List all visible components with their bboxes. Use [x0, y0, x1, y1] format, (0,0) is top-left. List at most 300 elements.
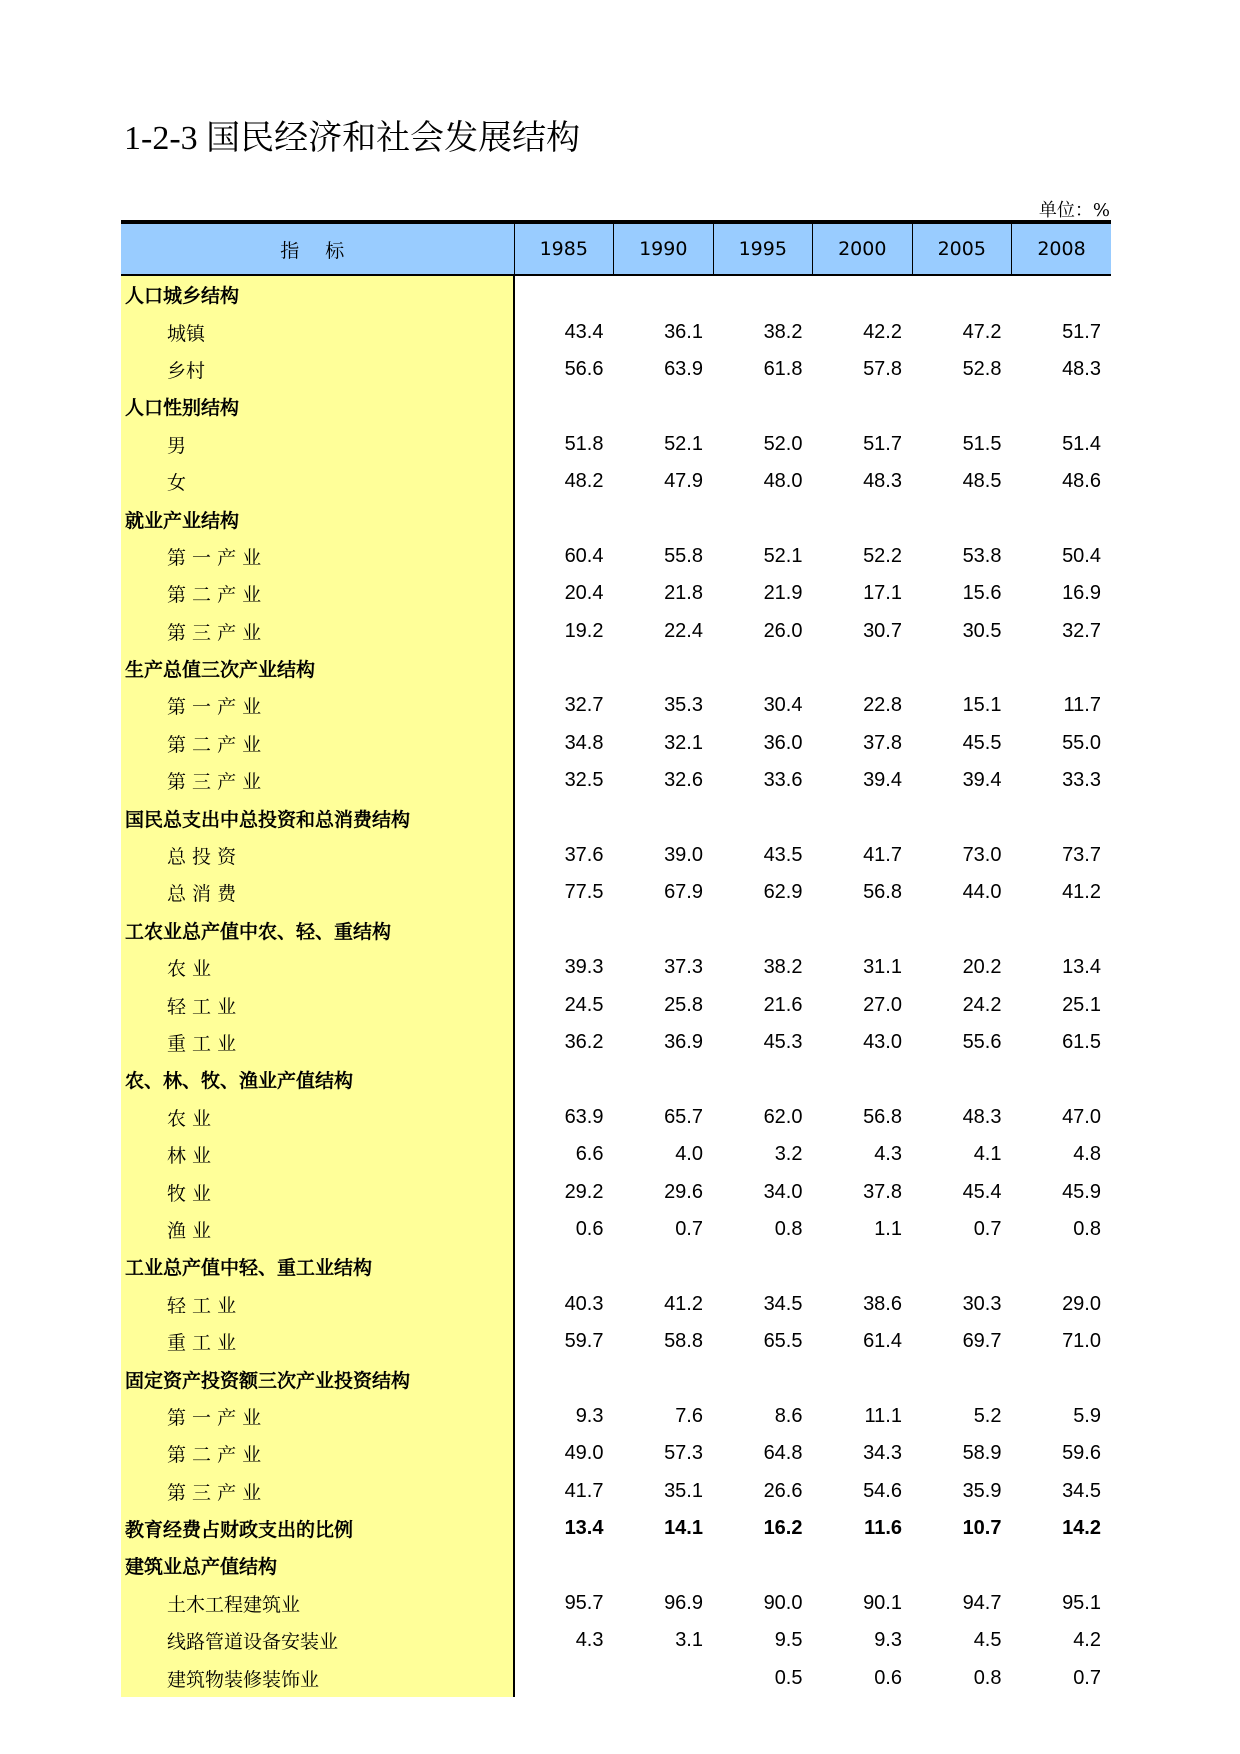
row-label: 工农业总产值中农、轻、重结构	[121, 912, 514, 949]
cell-value: 14.1	[664, 1517, 703, 1540]
cell-value: 4.2	[1073, 1629, 1101, 1652]
cell-value	[813, 650, 913, 687]
cell-value	[514, 275, 614, 313]
cell-value	[912, 1547, 1012, 1584]
cell-value: 15.1	[962, 694, 1002, 717]
cell-value: 51.7	[1062, 320, 1101, 343]
cell-value: 36.1	[664, 320, 703, 343]
table-row	[121, 762, 1111, 799]
cell-value: 48.6	[1062, 470, 1101, 493]
cell-value: 51.5	[962, 432, 1002, 455]
cell-value: 52.0	[763, 432, 803, 455]
table-row	[121, 426, 1111, 463]
cell-value	[912, 799, 1012, 836]
cell-value: 56.8	[863, 881, 902, 904]
cell-value: 0.6	[575, 1217, 604, 1240]
cell-value	[713, 650, 813, 687]
cell-value: 55.0	[1062, 731, 1101, 754]
cell-value: 37.8	[863, 731, 902, 754]
table-row	[121, 687, 1111, 724]
cell-value: 77.5	[564, 881, 604, 904]
cell-value: 32.7	[564, 694, 604, 717]
row-label: 第 三 产 业	[121, 1473, 514, 1510]
row-label: 第 二 产 业	[121, 1435, 514, 1472]
row-label: 国民总支出中总投资和总消费结构	[121, 799, 514, 836]
cell-value: 43.4	[564, 320, 604, 343]
cell-value: 39.3	[564, 956, 604, 979]
cell-value: 26.0	[763, 619, 803, 642]
table-row	[121, 949, 1111, 986]
cell-value: 7.6	[675, 1404, 703, 1427]
row-label: 第 三 产 业	[121, 762, 514, 799]
cell-value	[813, 1547, 913, 1584]
cell-value: 32.6	[664, 769, 703, 792]
cell-value: 67.9	[664, 881, 703, 904]
cell-value: 33.3	[1062, 769, 1101, 792]
row-label: 农、林、牧、渔业产值结构	[121, 1061, 514, 1098]
cell-value: 11.7	[1063, 694, 1101, 717]
cell-value	[514, 799, 614, 836]
cell-value	[912, 275, 1012, 313]
table-group-row	[121, 500, 1111, 537]
cell-value: 4.1	[973, 1143, 1002, 1166]
table-group-row	[121, 650, 1111, 687]
page-title: 1-2-3 国民经济和社会发展结构	[124, 120, 581, 157]
row-label: 生产总值三次产业结构	[121, 650, 514, 687]
cell-value: 45.9	[1062, 1180, 1101, 1203]
cell-value: 16.2	[763, 1517, 803, 1540]
cell-value: 34.3	[863, 1442, 902, 1465]
table-group-row	[121, 388, 1111, 425]
cell-value: 9.5	[774, 1629, 803, 1652]
row-label: 女	[121, 463, 514, 500]
row-label: 第 三 产 业	[121, 613, 514, 650]
table-row	[121, 1510, 1111, 1547]
cell-value: 4.3	[874, 1143, 902, 1166]
cell-value	[514, 1061, 614, 1098]
cell-value: 42.2	[863, 320, 902, 343]
cell-value: 5.9	[1073, 1404, 1101, 1427]
structure-table	[121, 220, 1111, 1697]
table-row	[121, 1099, 1111, 1136]
cell-value: 13.4	[1062, 956, 1101, 979]
cell-value	[813, 500, 913, 537]
table-row	[121, 1473, 1111, 1510]
row-label: 教育经费占财政支出的比例	[121, 1510, 514, 1547]
cell-value: 55.8	[664, 544, 703, 567]
cell-value: 4.0	[675, 1143, 703, 1166]
row-label: 工业总产值中轻、重工业结构	[121, 1248, 514, 1285]
cell-value: 43.0	[863, 1031, 902, 1053]
cell-value: 3.2	[774, 1143, 803, 1166]
cell-value	[813, 912, 913, 949]
unit-label: 单位：%	[1038, 200, 1110, 221]
cell-value	[912, 388, 1012, 425]
cell-value: 0.7	[675, 1217, 703, 1240]
cell-value: 90.1	[863, 1591, 902, 1614]
cell-value	[813, 275, 913, 313]
cell-value	[614, 388, 714, 425]
cell-value: 48.3	[962, 1105, 1002, 1128]
cell-value	[614, 1061, 714, 1098]
row-label: 人口城乡结构	[121, 275, 514, 313]
cell-value: 8.6	[774, 1404, 803, 1427]
table-row	[121, 1024, 1111, 1061]
cell-value: 65.5	[763, 1330, 803, 1353]
cell-value	[813, 388, 913, 425]
table-row	[121, 1435, 1111, 1472]
cell-value: 59.7	[564, 1330, 604, 1353]
cell-value: 37.6	[564, 844, 604, 867]
cell-value	[713, 1248, 813, 1285]
cell-value: 38.2	[763, 320, 803, 343]
cell-value: 25.8	[664, 993, 703, 1016]
cell-value	[614, 275, 714, 313]
row-label: 农 业	[121, 1099, 514, 1136]
cell-value	[713, 1360, 813, 1397]
cell-value: 96.9	[664, 1591, 703, 1614]
table-group-row	[121, 275, 1111, 313]
cell-value: 4.5	[973, 1629, 1002, 1652]
cell-value: 21.8	[664, 582, 703, 605]
cell-value	[514, 1659, 614, 1696]
cell-value: 27.0	[863, 993, 902, 1016]
cell-value: 56.8	[863, 1105, 902, 1128]
cell-value	[912, 1248, 1012, 1285]
cell-value	[713, 1547, 813, 1584]
table-row	[121, 538, 1111, 575]
cell-value	[813, 1248, 913, 1285]
cell-value	[514, 388, 614, 425]
cell-value: 57.8	[863, 357, 902, 380]
cell-value: 13.4	[564, 1517, 604, 1540]
cell-value: 30.4	[763, 694, 803, 717]
row-label: 渔 业	[121, 1211, 514, 1248]
table-row	[121, 1659, 1111, 1696]
cell-value: 45.4	[962, 1180, 1002, 1203]
table-group-row	[121, 1547, 1111, 1584]
cell-value: 51.8	[564, 432, 604, 455]
cell-value	[614, 1547, 714, 1584]
cell-value	[1012, 1547, 1112, 1584]
cell-value	[614, 912, 714, 949]
cell-value: 0.7	[973, 1217, 1002, 1240]
row-label: 林 业	[121, 1136, 514, 1173]
cell-value: 21.6	[763, 993, 803, 1016]
cell-value	[813, 1360, 913, 1397]
cell-value: 40.3	[564, 1292, 604, 1315]
cell-value: 49.0	[564, 1442, 604, 1465]
cell-value: 51.7	[863, 432, 902, 455]
cell-value: 61.4	[863, 1330, 902, 1353]
cell-value	[614, 799, 714, 836]
cell-value: 52.1	[664, 432, 703, 455]
cell-value	[514, 1248, 614, 1285]
cell-value: 15.6	[962, 582, 1002, 605]
table-row	[121, 1173, 1111, 1210]
cell-value: 10.7	[962, 1517, 1002, 1540]
row-label: 总 投 资	[121, 837, 514, 874]
row-label: 建筑物装修装饰业	[121, 1659, 514, 1696]
header-row	[121, 222, 1111, 275]
cell-value: 29.0	[1062, 1292, 1101, 1315]
cell-value: 43.5	[763, 844, 803, 867]
cell-value: 4.8	[1073, 1143, 1101, 1166]
cell-value: 90.0	[763, 1591, 803, 1614]
cell-value: 37.3	[664, 956, 703, 979]
cell-value: 20.2	[962, 956, 1002, 979]
cell-value: 26.6	[763, 1479, 803, 1502]
cell-value	[713, 912, 813, 949]
cell-value: 0.6	[874, 1666, 902, 1689]
cell-value: 94.7	[962, 1591, 1002, 1614]
table-row	[121, 837, 1111, 874]
cell-value: 57.3	[664, 1442, 703, 1465]
cell-value	[1012, 388, 1112, 425]
cell-value: 39.4	[962, 769, 1002, 792]
cell-value: 63.9	[564, 1105, 604, 1128]
table-row	[121, 463, 1111, 500]
cell-value: 47.2	[962, 320, 1002, 343]
row-label: 农 业	[121, 949, 514, 986]
cell-value	[614, 1360, 714, 1397]
cell-value: 33.6	[763, 769, 803, 792]
cell-value: 6.6	[575, 1143, 604, 1166]
cell-value: 34.8	[564, 731, 604, 754]
row-label: 第 一 产 业	[121, 687, 514, 724]
cell-value: 38.2	[763, 956, 803, 979]
cell-value: 20.4	[564, 582, 604, 605]
cell-value: 35.3	[664, 694, 703, 717]
table-group-row	[121, 1360, 1111, 1397]
cell-value: 31.1	[863, 956, 902, 979]
cell-value	[713, 1061, 813, 1098]
cell-value	[1012, 1061, 1112, 1098]
cell-value: 5.2	[973, 1404, 1002, 1427]
cell-value: 45.5	[962, 731, 1002, 754]
cell-value: 58.8	[664, 1330, 703, 1353]
table-row	[121, 874, 1111, 911]
row-label: 第 二 产 业	[121, 725, 514, 762]
row-label: 轻 工 业	[121, 1286, 514, 1323]
cell-value: 30.7	[863, 619, 902, 642]
cell-value: 41.2	[1062, 881, 1101, 904]
cell-value	[514, 500, 614, 537]
cell-value: 55.6	[962, 1031, 1002, 1053]
cell-value: 38.6	[863, 1292, 902, 1315]
table-row	[121, 1585, 1111, 1622]
cell-value: 19.2	[564, 619, 604, 642]
row-label: 土木工程建筑业	[121, 1585, 514, 1622]
header-year: 2008	[1012, 222, 1112, 275]
table-row	[121, 1136, 1111, 1173]
cell-value	[514, 912, 614, 949]
cell-value: 48.3	[863, 470, 902, 493]
cell-value: 9.3	[874, 1629, 902, 1652]
cell-value	[912, 500, 1012, 537]
header-year: 1990	[614, 222, 714, 275]
row-label: 第 一 产 业	[121, 538, 514, 575]
cell-value: 1.1	[874, 1217, 902, 1240]
row-label: 第 二 产 业	[121, 575, 514, 612]
cell-value	[713, 500, 813, 537]
cell-value: 61.8	[763, 357, 803, 380]
cell-value: 35.1	[664, 1479, 703, 1502]
cell-value	[1012, 500, 1112, 537]
cell-value: 62.9	[763, 881, 803, 904]
cell-value: 41.2	[664, 1292, 703, 1315]
row-label: 总 消 费	[121, 874, 514, 911]
table-row	[121, 351, 1111, 388]
header-year: 1985	[514, 222, 614, 275]
cell-value: 36.0	[763, 731, 803, 754]
cell-value: 58.9	[962, 1442, 1002, 1465]
cell-value	[514, 650, 614, 687]
cell-value	[614, 650, 714, 687]
cell-value: 0.8	[774, 1217, 803, 1240]
cell-value	[912, 912, 1012, 949]
cell-value: 24.5	[564, 993, 604, 1016]
cell-value: 22.8	[863, 694, 902, 717]
cell-value: 52.1	[763, 544, 803, 567]
table-group-row	[121, 1248, 1111, 1285]
row-label: 建筑业总产值结构	[121, 1547, 514, 1584]
cell-value: 48.3	[1062, 357, 1101, 380]
cell-value: 48.5	[962, 470, 1002, 493]
cell-value: 14.2	[1062, 1517, 1101, 1540]
cell-value	[1012, 912, 1112, 949]
cell-value: 52.2	[863, 544, 902, 567]
cell-value	[614, 1248, 714, 1285]
table-row	[121, 575, 1111, 612]
row-label: 男	[121, 426, 514, 463]
cell-value	[1012, 275, 1112, 313]
cell-value: 0.7	[1073, 1666, 1101, 1689]
table-group-row	[121, 1061, 1111, 1098]
cell-value: 56.6	[564, 357, 604, 380]
table-row	[121, 1622, 1111, 1659]
cell-value: 95.7	[564, 1591, 604, 1614]
cell-value: 37.8	[863, 1180, 902, 1203]
cell-value	[514, 1360, 614, 1397]
cell-value: 0.8	[1073, 1217, 1101, 1240]
table-row	[121, 1323, 1111, 1360]
cell-value: 64.8	[763, 1442, 803, 1465]
cell-value: 39.0	[664, 844, 703, 867]
row-label: 人口性别结构	[121, 388, 514, 425]
cell-value: 11.1	[864, 1404, 902, 1427]
row-label: 轻 工 业	[121, 986, 514, 1023]
row-label: 固定资产投资额三次产业投资结构	[121, 1360, 514, 1397]
row-label: 重 工 业	[121, 1024, 514, 1061]
cell-value: 32.7	[1062, 619, 1101, 642]
cell-value: 0.5	[774, 1666, 803, 1689]
header-year: 1995	[713, 222, 813, 275]
table-group-row	[121, 912, 1111, 949]
cell-value: 9.3	[575, 1404, 604, 1427]
cell-value: 24.2	[962, 993, 1002, 1016]
cell-value: 32.5	[564, 769, 604, 792]
cell-value: 3.1	[675, 1629, 703, 1652]
cell-value	[514, 1547, 614, 1584]
table-group-row	[121, 799, 1111, 836]
cell-value: 59.6	[1062, 1442, 1101, 1465]
cell-value	[614, 500, 714, 537]
cell-value	[912, 650, 1012, 687]
cell-value: 0.8	[973, 1666, 1002, 1689]
cell-value: 45.3	[763, 1031, 803, 1053]
cell-value: 36.2	[564, 1031, 604, 1053]
table-row	[121, 1211, 1111, 1248]
cell-value: 47.0	[1062, 1105, 1101, 1128]
cell-value	[1012, 799, 1112, 836]
cell-value: 22.4	[664, 619, 703, 642]
cell-value	[912, 1360, 1012, 1397]
cell-value: 11.6	[864, 1517, 902, 1540]
cell-value: 53.8	[962, 544, 1002, 567]
cell-value: 35.9	[962, 1479, 1002, 1502]
cell-value: 61.5	[1062, 1031, 1101, 1053]
cell-value: 51.4	[1062, 432, 1101, 455]
cell-value: 16.9	[1062, 582, 1101, 605]
row-label: 牧 业	[121, 1173, 514, 1210]
cell-value: 41.7	[564, 1479, 604, 1502]
cell-value: 34.0	[763, 1180, 803, 1203]
cell-value: 62.0	[763, 1105, 803, 1128]
cell-value: 4.3	[575, 1629, 604, 1652]
cell-value	[813, 799, 913, 836]
cell-value: 95.1	[1062, 1591, 1101, 1614]
cell-value	[713, 275, 813, 313]
header-year: 2000	[813, 222, 913, 275]
cell-value: 65.7	[664, 1105, 703, 1128]
cell-value: 71.0	[1062, 1330, 1101, 1353]
cell-value: 34.5	[1062, 1479, 1101, 1502]
row-label: 第 一 产 业	[121, 1398, 514, 1435]
cell-value	[1012, 1248, 1112, 1285]
cell-value: 41.7	[863, 844, 902, 867]
cell-value: 17.1	[863, 582, 902, 605]
cell-value: 30.5	[962, 619, 1002, 642]
cell-value: 73.7	[1062, 844, 1101, 867]
cell-value: 50.4	[1062, 544, 1101, 567]
table-row	[121, 1286, 1111, 1323]
row-label: 重 工 业	[121, 1323, 514, 1360]
table-row	[121, 725, 1111, 762]
table-row	[121, 313, 1111, 350]
cell-value	[1012, 1360, 1112, 1397]
cell-value: 63.9	[664, 357, 703, 380]
cell-value	[713, 388, 813, 425]
cell-value: 39.4	[863, 769, 902, 792]
cell-value: 36.9	[664, 1031, 703, 1053]
cell-value	[1012, 650, 1112, 687]
cell-value: 60.4	[564, 544, 604, 567]
cell-value	[713, 799, 813, 836]
table-row	[121, 986, 1111, 1023]
row-label: 线路管道设备安装业	[121, 1622, 514, 1659]
cell-value: 48.0	[763, 470, 803, 493]
row-label: 乡村	[121, 351, 514, 388]
table-row	[121, 613, 1111, 650]
row-label: 城镇	[121, 313, 514, 350]
cell-value: 48.2	[564, 470, 604, 493]
cell-value: 73.0	[962, 844, 1002, 867]
cell-value: 29.2	[564, 1180, 604, 1203]
cell-value: 30.3	[962, 1292, 1002, 1315]
table-row	[121, 1398, 1111, 1435]
cell-value: 34.5	[763, 1292, 803, 1315]
